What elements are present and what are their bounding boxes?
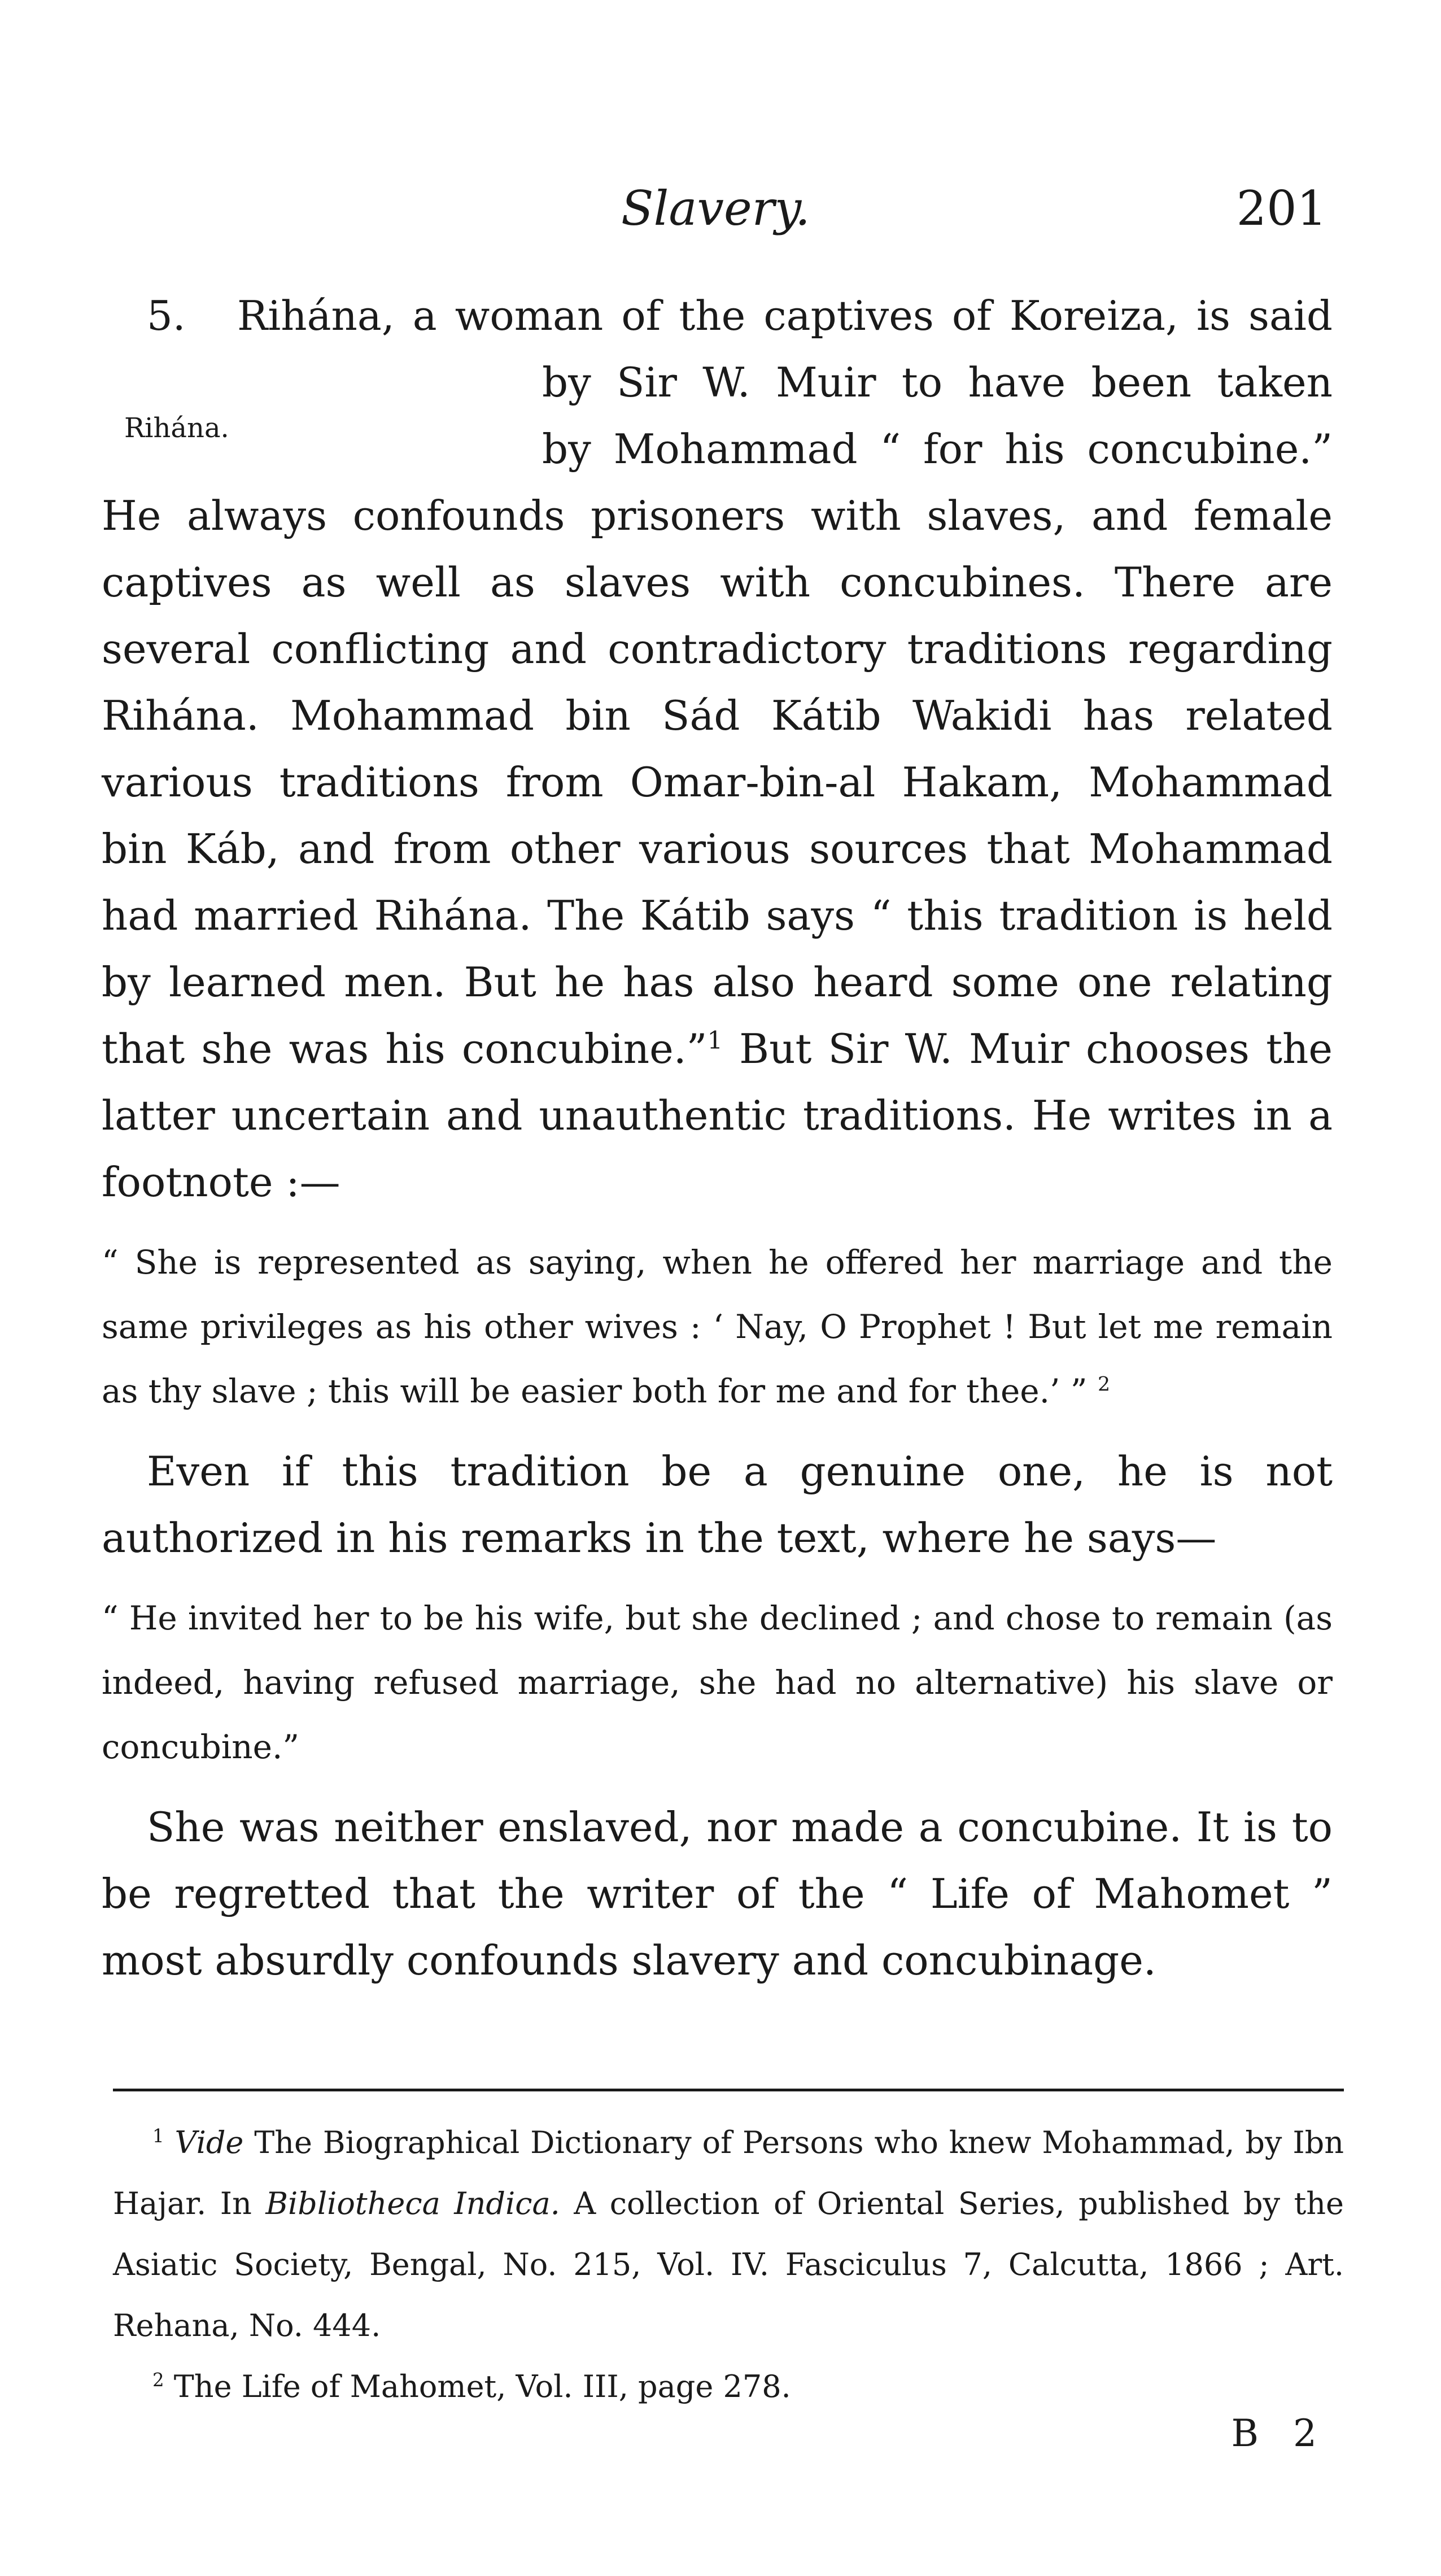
running-title: Slavery. bbox=[621, 181, 810, 236]
footnote-ref-1: 1 bbox=[707, 1027, 723, 1055]
paragraph-number: 5. bbox=[147, 292, 186, 339]
block-quote-1-text: “ She is represented as saying, when he offered her marriage and the same privileges as his other wives : ‘ Nay, O Prophet ! But let me remain as thy slave ; this will be easier both for me and for thee.’ ” bbox=[102, 1243, 1333, 1410]
footnote-2 bbox=[113, 2356, 1344, 2417]
footnote-divider bbox=[113, 2089, 1344, 2091]
footnote-1-text-b: A collection of Oriental Series, published by the Asiatic Society, Bengal, No. 215, Vol. IV. Fasciculus 7, Calcutta, 1866 ; Art. Rehana, No. 444. bbox=[113, 2186, 1344, 2343]
footnote-1-mark: 1 bbox=[152, 2125, 164, 2147]
paragraph-5 bbox=[102, 282, 1333, 1215]
paragraph-line-2: by Sir W. Muir to have been taken bbox=[542, 359, 1333, 406]
footnote-2-mark: 2 bbox=[152, 2369, 164, 2391]
block-quote-2: “ He invited her to be his wife, but she declined ; and chose to remain (as indeed, having refused marriage, she had no alternative) his slave or concubine.” bbox=[102, 1599, 1333, 1766]
block-quote-1 bbox=[102, 1230, 1333, 1423]
paragraph-body bbox=[102, 482, 1333, 1215]
page-header bbox=[113, 181, 1327, 249]
paragraph-conclusion: She was neither enslaved, nor made a concubine. It is to be regretted that the writer of the “ Life of Mahomet ” most absurdly confounds slavery and concubinage. bbox=[102, 1803, 1333, 1984]
footnote-1-title: Bibliotheca Indica. bbox=[265, 2186, 560, 2221]
paragraph-body-a: He always confounds prisoners with slaves, and female captives as well as slaves with concubines. There are several conflicting and contradictory traditions regarding Rihána. Mohammad bin Sád Kátib Wakidi has related various traditions from Omar-bin-al Hakam, Mohammad bin Káb, and from other various sources that Mohammad had married Rihána. The Kátib says “ this tradition is held by learned men. But he has also heard some one relating that she was his concubine.” bbox=[102, 492, 1333, 1073]
margin-note: Rihána. bbox=[124, 412, 229, 444]
footnotes bbox=[113, 2112, 1344, 2417]
paragraph-line-3: by Mohammad “ for his concubine.” bbox=[542, 425, 1333, 473]
footnote-1 bbox=[113, 2112, 1344, 2356]
paragraph-even-if: Even if this tradition be a genuine one, he is not authorized in his remarks in the text, where he says— bbox=[102, 1448, 1333, 1562]
page-number: 201 bbox=[1236, 181, 1327, 236]
footnote-1-text-a: The Biographical Dictionary of Persons who knew Mohammad, by Ibn Hajar. In bbox=[113, 2125, 1344, 2221]
footnote-1-vide: Vide bbox=[174, 2125, 244, 2160]
paragraph-line-1: Rihána, a woman of the captives of Koreiza, is said bbox=[237, 292, 1333, 339]
signature-mark: B 2 bbox=[1231, 2412, 1328, 2455]
footnote-2-text: The Life of Mahomet, Vol. III, page 278. bbox=[164, 2369, 791, 2404]
footnote-ref-2: 2 bbox=[1098, 1373, 1111, 1396]
main-text bbox=[102, 282, 1333, 1994]
paragraph-body-b: But Sir W. Muir chooses the latter uncertain and unauthentic traditions. He writes in a footnote :— bbox=[102, 1025, 1333, 1206]
